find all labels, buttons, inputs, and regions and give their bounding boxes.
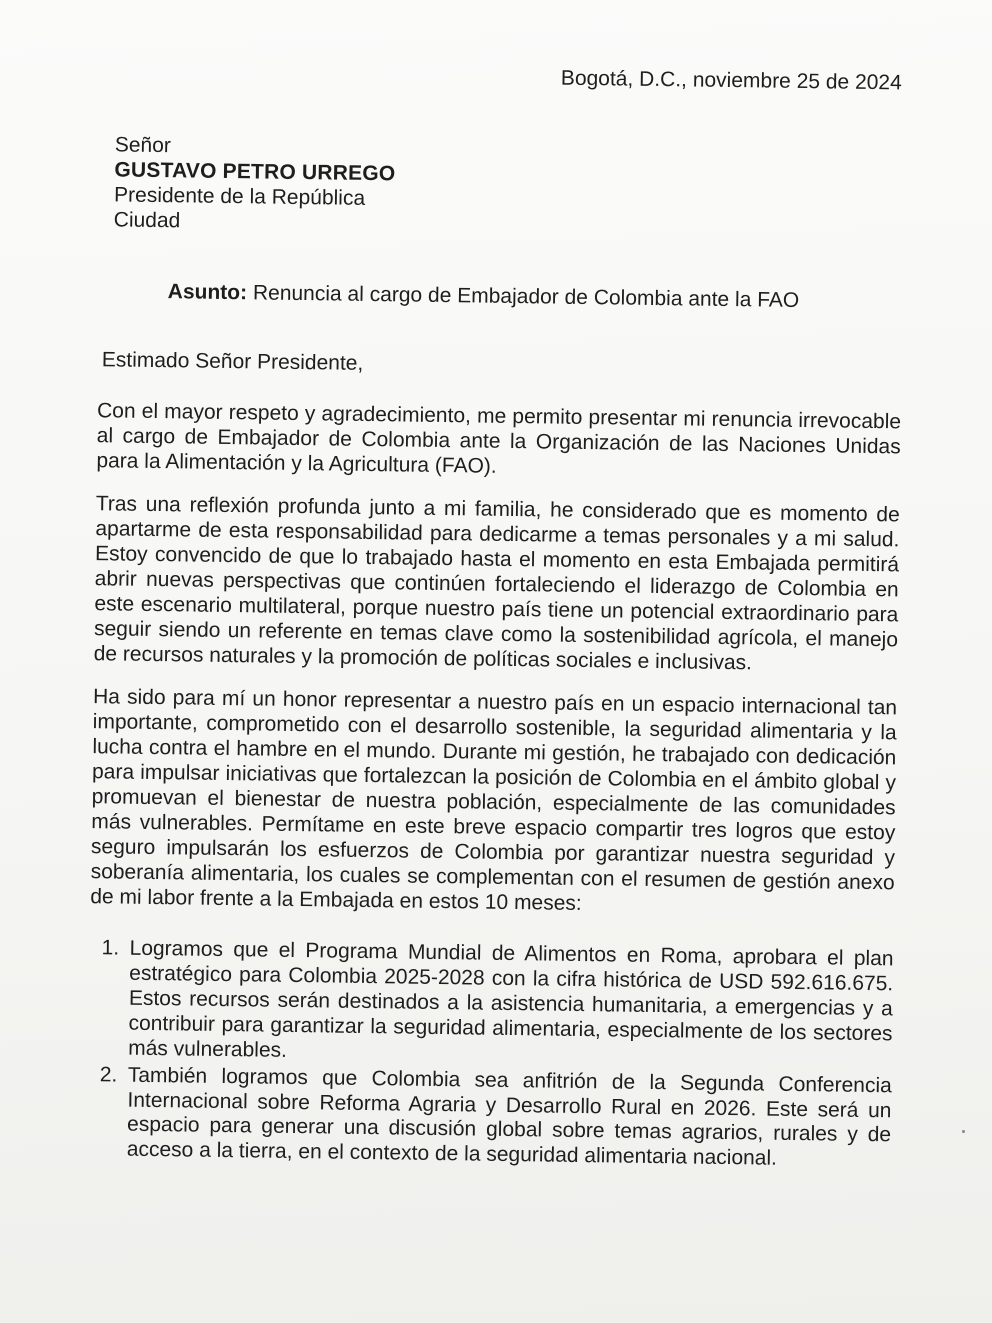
addressee-block <box>114 133 905 244</box>
achievements-list <box>81 936 894 1174</box>
salutation: Estimado Señor Presidente, <box>101 348 364 375</box>
paragraph-achievements-intro: Ha sido para mí un honor representar a nuestro país en un espacio internacional tan importante, comprometido con el desarrollo sostenible, la seguridad alimentaria y la lucha contra el hambre en el mundo. Durante mi gestión, he trabajado con dedicación para impulsar iniciativas que fortalezcan la posición de Colombia en el ámbito global y promuevan el bienestar de nuestra población, especialmente de las comunidades más vulnerables. Permítame en este breve espacio compartir tres logros que estoy seguro impulsarán los esfuerzos de Colombia por garantizar nuestra seguridad y soberanía alimentaria, los cuales se complementan con el resumen de gestión anexo de mi labor frente a la Embajada en estos 10 meses: <box>90 684 898 915</box>
paragraph-resignation: Con el mayor respeto y agradecimiento, me permito presentar mi renuncia irrevocable al cargo de Embajador de Colombia ante la Organización de las Naciones Unidas para la Alimentación y la Agricultura (FAO). <box>96 399 902 478</box>
paper-speck <box>962 1130 965 1133</box>
letter-sheet <box>71 60 906 1176</box>
list-item <box>82 936 894 1072</box>
list-item <box>81 1063 892 1174</box>
paragraph-reflection: Tras una reflexión profunda junto a mi familia, he considerado que es momento de apartarme de esta responsabilidad para dedicarme a temas personales y a mi salud. Estoy convencido de que lo trabajado hasta el momento en esta Embajada permitirá abrir nuevas perspectivas que continúen fortaleciendo el liderazgo de Colombia en este escenario multilateral, porque nuestro país tiene un potencial extraordinario para seguir siendo un referente en temas clave como la sostenibilidad agrícola, el manejo de recursos naturales y la promoción de políticas sociales e inclusivas. <box>93 492 900 675</box>
addressee-honorific: Señor <box>114 133 172 158</box>
list-item-number: 1. <box>101 935 120 960</box>
addressee-name: GUSTAVO PETRO URREGO <box>114 158 396 186</box>
addressee-position: Presidente de la República <box>113 183 366 210</box>
subject-line <box>168 280 903 315</box>
subject-text: Renuncia al cargo de Embajador de Colombia ante la FAO <box>252 281 800 312</box>
list-item-text: Logramos que el Programa Mundial de Alimentos en Roma, aprobara el plan estratégico para Colombia 2025-2028 con la cifra histórica de USD 592.616.675. Estos recursos serán destinados a la asistencia humanitaria, a emergencias y a contribuir para garantizar la seguridad alimentaria, especialmente de los sectores más vulnerables. <box>128 936 894 1062</box>
addressee-city: Ciudad <box>113 208 181 233</box>
list-item-text: También logramos que Colombia sea anfitrión de la Segunda Conferencia Internacional sobre Reforma Agraria y Desarrollo Rural en 2026. Este será un espacio para generar una discusión global sobre temas agrarios, rurales y de acceso a la tierra, en el contexto de la seguridad alimentaria nacional. <box>126 1063 892 1171</box>
list-item-number: 2. <box>99 1062 118 1087</box>
letter-date: Bogotá, D.C., noviembre 25 de 2024 <box>560 66 902 95</box>
subject-label: Asunto: <box>167 280 248 305</box>
